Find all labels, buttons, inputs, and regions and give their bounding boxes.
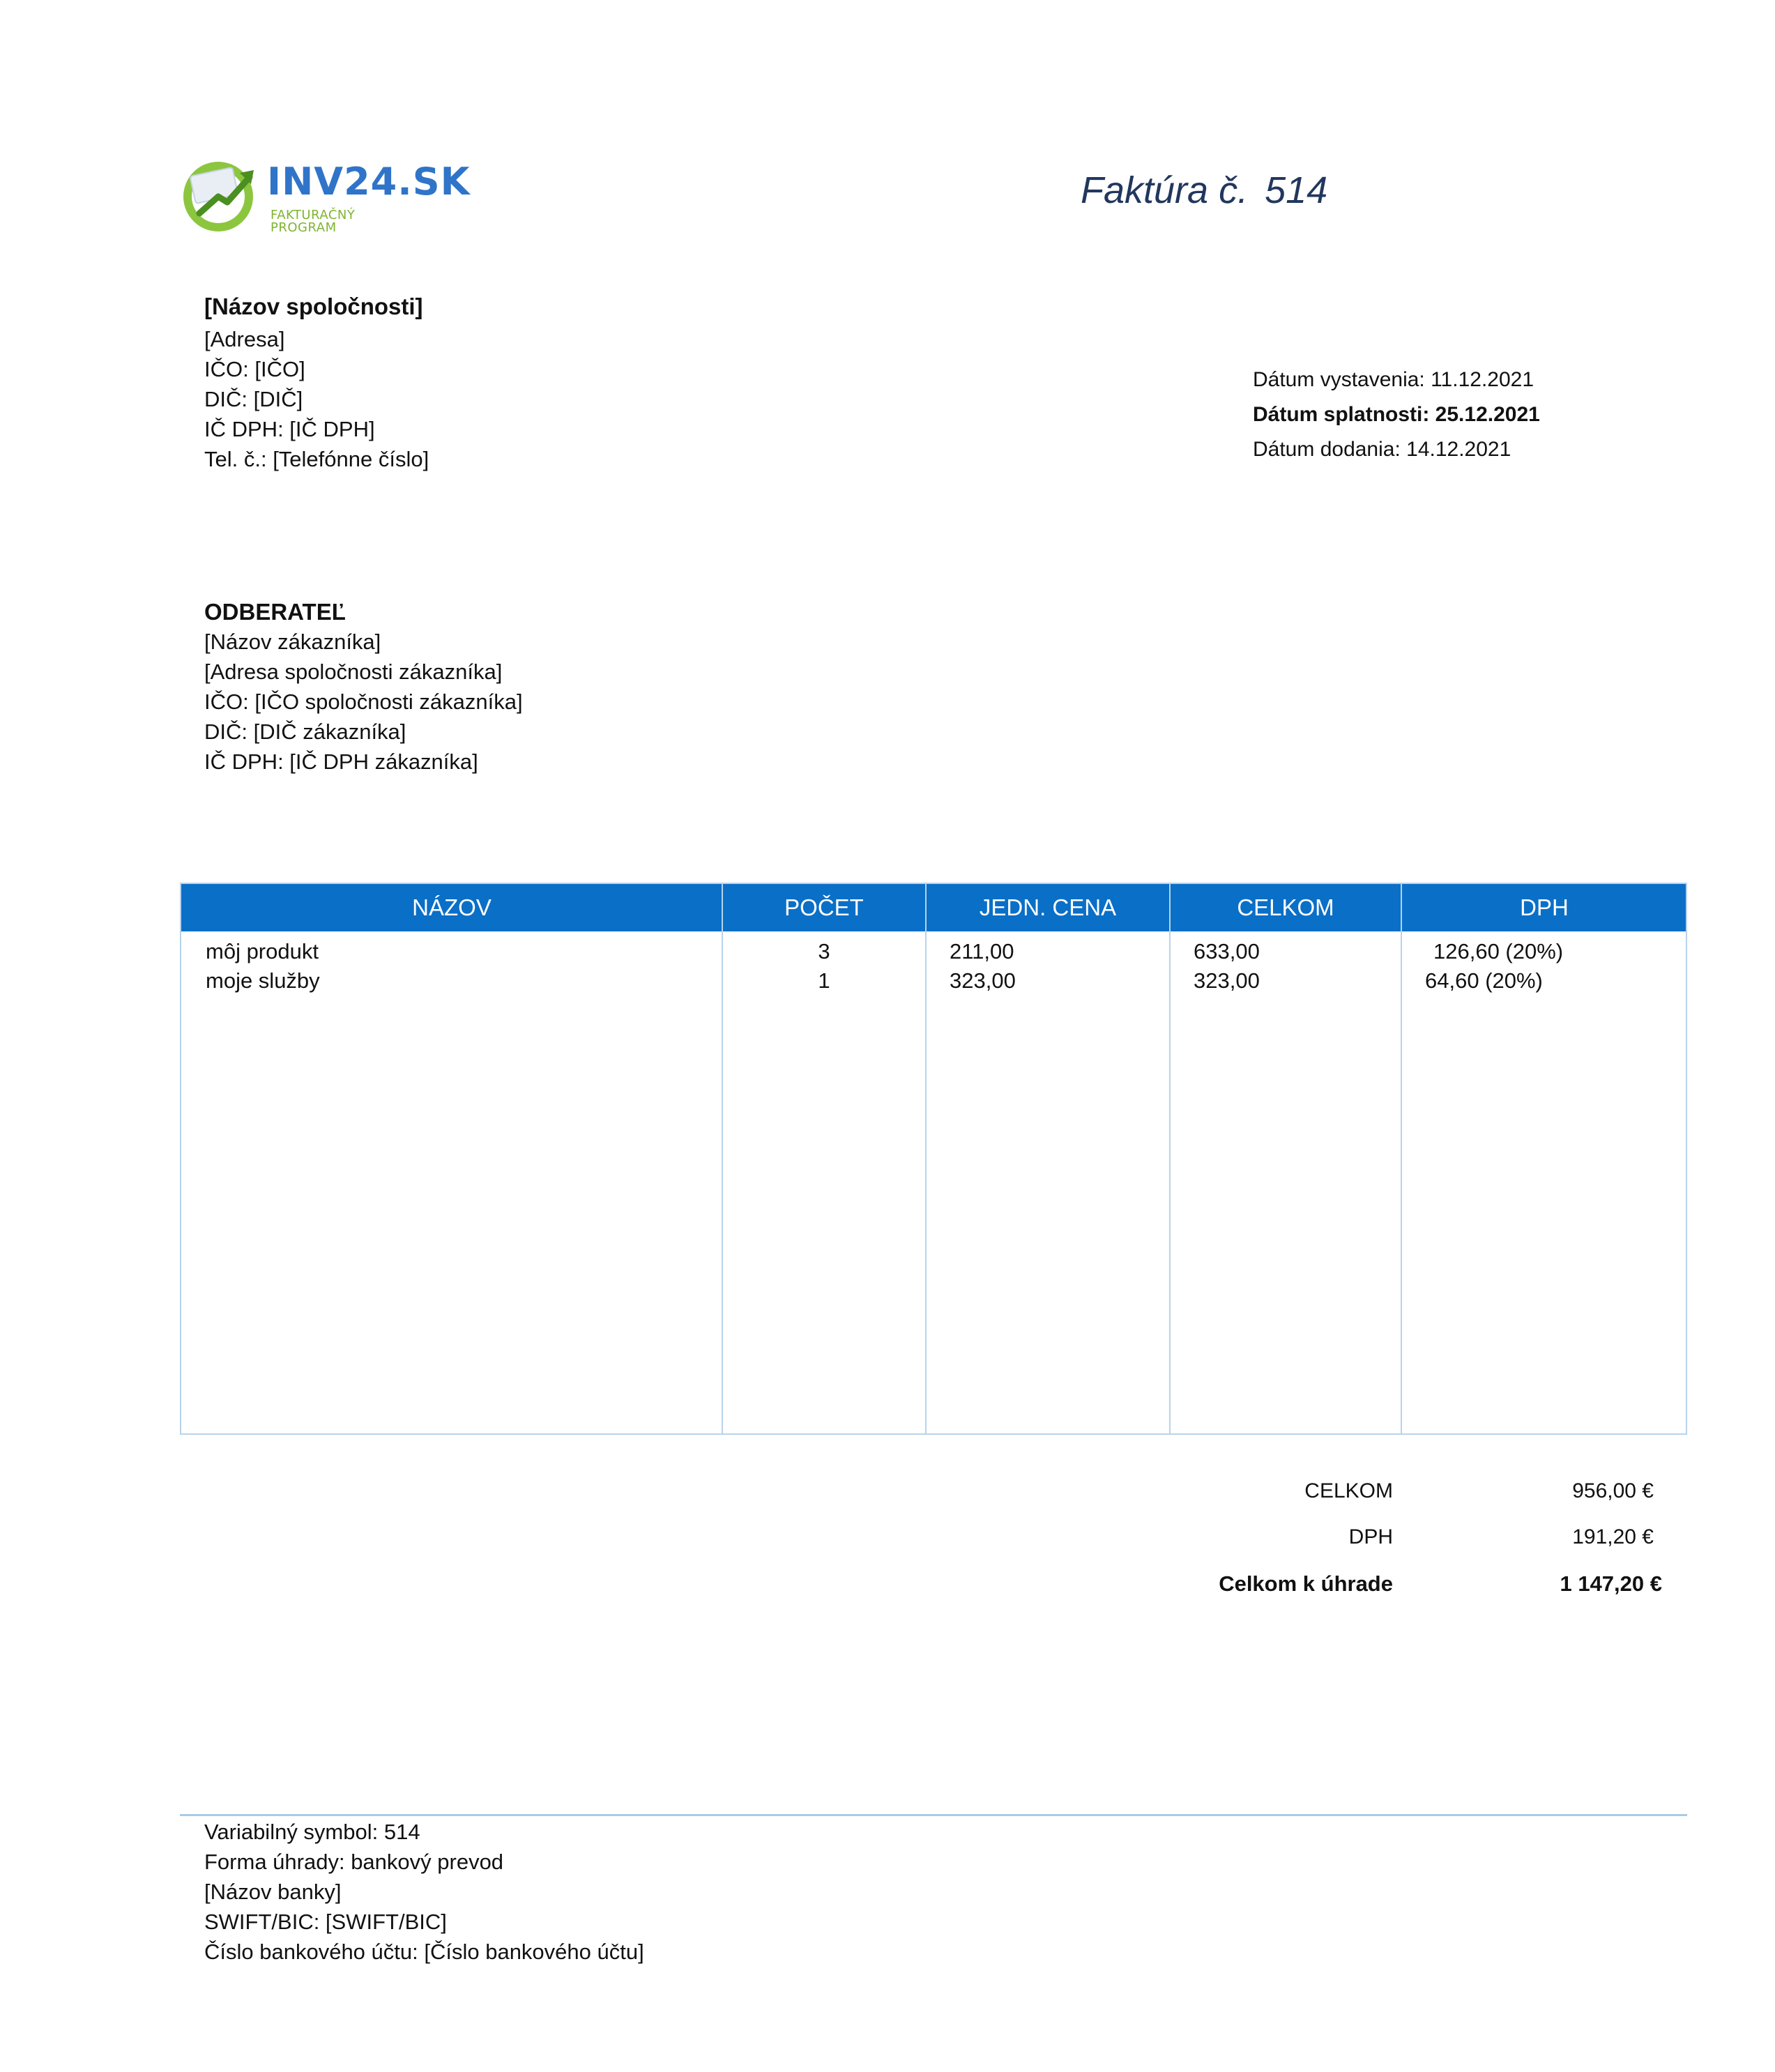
- row-item-vat: 64,60 (20%): [1425, 968, 1543, 993]
- invoice-dates: [1253, 363, 1540, 467]
- buyer-address: [Adresa spoločnosti zákazníka]: [204, 660, 503, 684]
- row-item-total: 633,00: [1194, 939, 1260, 963]
- date-due: Dátum splatnosti: 25.12.2021: [1253, 403, 1540, 426]
- items-table: [180, 883, 1687, 1435]
- table-header: [181, 884, 1686, 931]
- row-item-name: môj produkt: [206, 939, 319, 963]
- date-delivery: Dátum dodania: 14.12.2021: [1253, 438, 1511, 461]
- grand-total-value: 1 147,20 €: [1560, 1571, 1662, 1596]
- date-issued: Dátum vystavenia: 11.12.2021: [1253, 368, 1534, 391]
- col-header-unit-price: JEDN. CENA: [979, 894, 1117, 920]
- row-item-unit-price: 323,00: [950, 968, 1016, 993]
- company-logo: [180, 156, 471, 235]
- invoice-title-label: Faktúra č.: [1081, 169, 1249, 211]
- payment-info: [204, 1817, 644, 1967]
- col-header-qty: POČET: [784, 894, 864, 920]
- subtotal-label: CELKOM: [1304, 1479, 1393, 1502]
- row-item-qty: 1: [818, 968, 830, 993]
- vat-total-label: DPH: [1348, 1525, 1393, 1548]
- row-item-qty: 3: [818, 939, 830, 963]
- subtotal-value: 956,00 €: [1572, 1479, 1654, 1502]
- col-header-total: CELKOM: [1237, 894, 1334, 920]
- buyer-heading: ODBERATEĽ: [204, 599, 346, 625]
- buyer-dic: DIČ: [DIČ zákazníka]: [204, 719, 406, 744]
- seller-address: [Adresa]: [204, 327, 285, 351]
- invoice-number: 514: [1265, 169, 1328, 211]
- row-item-unit-price: 211,00: [950, 939, 1014, 963]
- logo-wordmark: INV24.SK: [267, 160, 471, 204]
- buyer-name: [Názov zákazníka]: [204, 630, 381, 654]
- row-item-vat: 126,60 (20%): [1433, 939, 1564, 963]
- seller-dic: DIČ: [DIČ]: [204, 387, 303, 411]
- seller-name: [Názov spoločnosti]: [204, 294, 423, 319]
- logo-subtitle: FAKTURAČNÝ PROGRAM: [271, 208, 356, 235]
- seller-phone: Tel. č.: [Telefónne číslo]: [204, 447, 429, 471]
- footer-divider: [180, 1814, 1687, 1816]
- row-item-name: moje služby: [206, 968, 320, 993]
- vat-total-value: 191,20 €: [1572, 1525, 1654, 1548]
- swift-bic: SWIFT/BIC: [SWIFT/BIC]: [204, 1910, 447, 1934]
- logo-emblem-icon: [180, 156, 260, 233]
- seller-ico: IČO: [IČO]: [204, 357, 305, 381]
- bank-name: [Názov banky]: [204, 1880, 342, 1904]
- seller-icdph: IČ DPH: [IČ DPH]: [204, 417, 375, 441]
- column-divider: [1401, 884, 1402, 1433]
- buyer-icdph: IČ DPH: [IČ DPH zákazníka]: [204, 749, 478, 774]
- col-header-name: NÁZOV: [412, 894, 492, 920]
- seller-block: [204, 291, 429, 474]
- column-divider: [1169, 884, 1171, 1433]
- row-item-total: 323,00: [1194, 968, 1260, 993]
- payment-method: Forma úhrady: bankový prevod: [204, 1850, 504, 1874]
- grand-total-label: Celkom k úhrade: [1219, 1571, 1393, 1596]
- col-header-vat: DPH: [1520, 894, 1569, 920]
- buyer-block: [204, 597, 523, 777]
- invoice-title: [1081, 169, 1328, 211]
- variable-symbol: Variabilný symbol: 514: [204, 1820, 420, 1844]
- buyer-ico: IČO: [IČO spoločnosti zákazníka]: [204, 690, 523, 714]
- bank-account: Číslo bankového účtu: [Číslo bankového účtu]: [204, 1940, 644, 1964]
